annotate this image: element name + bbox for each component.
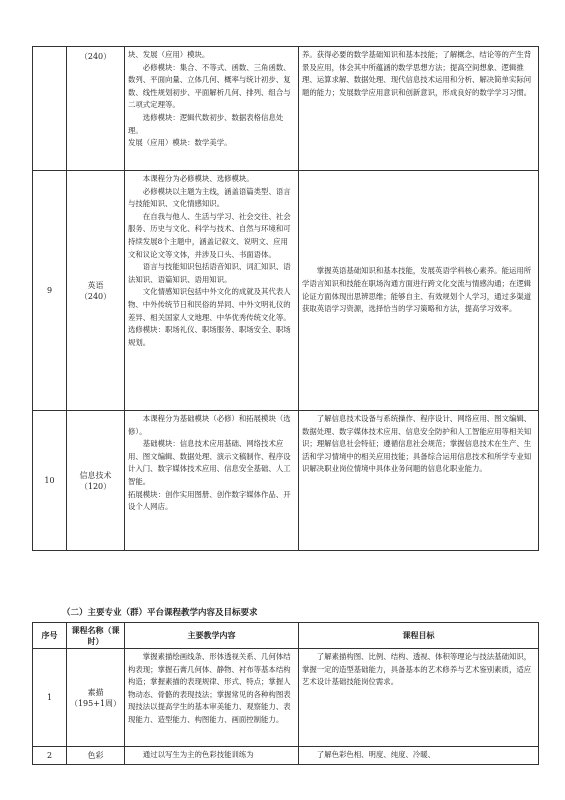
row-num-cell bbox=[33, 649, 67, 747]
course-content-cell bbox=[125, 649, 299, 747]
course-content-cell bbox=[125, 747, 299, 765]
course-goal-cell bbox=[299, 411, 539, 551]
header-num: 序号 bbox=[33, 623, 67, 649]
content-paragraph: 本课程分为基础模块（必修）和拓展模块（选修）。 bbox=[128, 414, 291, 436]
goal-text: 养。获得必要的数学基础知识和基本技能；了解概念、结论等的产生背景及应用，体会其中所蕴涵的数学思想方法；提高空间想象、逻辑推理、运算求解、数据处理、现代信息技术运用和分析、解决简单实际问题的能力；发展数学应用意识和创新意识，形成良好的数学学习习惯。 bbox=[302, 50, 532, 97]
course-name-cell bbox=[67, 411, 125, 551]
row-num-cell bbox=[33, 411, 67, 551]
course-name: 色彩 bbox=[87, 751, 104, 760]
table-row-math bbox=[33, 47, 539, 171]
course-name: 素描 bbox=[87, 687, 104, 697]
course-content-cell bbox=[125, 171, 299, 411]
course-goal-cell bbox=[299, 47, 539, 171]
course-hours-cell bbox=[67, 47, 125, 171]
row-number: 2 bbox=[46, 751, 53, 760]
content-paragraph: 文化情感知识包括中外文化的成就及其代表人物、中外传统节日和民俗的异同、中外文明礼仪的差异、相关国家人文地理、中华优秀传统文化等。 bbox=[128, 287, 291, 322]
content-paragraph: 拓展模块：创作实用图册、创作数字媒体作品、开设个人网店。 bbox=[128, 489, 291, 512]
course-name-cell bbox=[67, 747, 125, 765]
course-goal-cell bbox=[299, 171, 539, 411]
row-num-cell bbox=[33, 171, 67, 411]
platform-courses-table bbox=[32, 622, 539, 765]
row-number: 10 bbox=[44, 476, 55, 485]
course-content-cell bbox=[125, 411, 299, 551]
course-goal-cell bbox=[299, 649, 539, 747]
general-courses-table bbox=[32, 46, 539, 551]
row-num-cell bbox=[33, 47, 67, 171]
course-hours: （195+1周） bbox=[69, 698, 122, 708]
course-hours: （120） bbox=[79, 481, 112, 491]
course-hours: （240） bbox=[79, 52, 112, 61]
table-row bbox=[33, 747, 539, 765]
course-hours: （240） bbox=[79, 291, 112, 301]
content-paragraph: 语言与技能知识包括语音知识、词汇知识、语法知识、语篇知识、语用知识。 bbox=[128, 262, 291, 284]
course-name-cell bbox=[67, 171, 125, 411]
course-content-cell bbox=[125, 47, 299, 171]
section-heading: （二）主要专业（群）平台课程教学内容及目标要求 bbox=[62, 608, 258, 618]
goal-text: 了解信息技术设备与系统操作、程序设计、网络应用、图文编辑、数据处理、数字媒体技术应用、信息安全防护和人工智能应用等相关知识；理解信息社会特征；遵循信息社会规范；掌握信息技术在生产、生活和学习情境中的相关应用技能；具备综合运用信息技术和所学专业知识解决职业岗位情境中具体业务问题的信息化职业能力。 bbox=[302, 414, 532, 474]
course-goal-cell bbox=[299, 747, 539, 765]
content-paragraph: 选修模块：职场礼仪、职场服务、职场安全、职场规划。 bbox=[128, 325, 291, 347]
content-paragraph: 选修模块：逻辑代数初步、数据表格信息处理。 bbox=[128, 112, 284, 135]
table-header-row bbox=[33, 623, 539, 649]
table-row-english bbox=[33, 171, 539, 411]
row-number: 1 bbox=[46, 693, 53, 702]
content-paragraph: 本课程分为必修模块、选修模块。 bbox=[142, 174, 254, 183]
header-course-name: 课程名称（课时） bbox=[67, 623, 125, 649]
table-row-it bbox=[33, 411, 539, 551]
header-content: 主要教学内容 bbox=[125, 623, 299, 649]
content-paragraph: 掌握素描绘画线条、形体透视关系、几何体结构表现；掌握石膏几何体、静物、衬布等基本结构构造；掌握素描的表现规律、形式、特点；掌握人物动态、骨骼的表现技法；掌握常见的各种构图表现技法以提高学生的基本审美能力、观察能力、表现能力、造型能力、构图能力、画面控制能力。 bbox=[128, 652, 291, 724]
goal-text: 了解色彩色相、明度、纯度、冷暖、 bbox=[316, 750, 436, 759]
content-paragraph: 必修模块以主题为主线，涵盖语篇类型、语言与技能知识、文化情感知识。 bbox=[128, 186, 291, 209]
row-num-cell bbox=[33, 747, 67, 765]
content-paragraph: 通过以写生为主的色彩技能训练为 bbox=[142, 750, 254, 759]
content-paragraph: 块、发展（应用）模块。 bbox=[128, 50, 210, 59]
content-paragraph: 必修模块：集合、不等式、函数、三角函数、数列、平面向量、立体几何、概率与统计初步、复数、线性规划初步、平面解析几何、排列、组合与二项式定理等。 bbox=[128, 62, 291, 110]
header-goal: 课程目标 bbox=[299, 623, 539, 649]
content-paragraph: 在自我与他人、生活与学习、社会交往、社会服务、历史与文化、科学与技术、自然与环境和可持续发展8个主题中，涵盖记叙文、说明文、应用文和议论文等文体，并涉及口头、书面语体。 bbox=[128, 211, 291, 259]
course-name-cell bbox=[67, 649, 125, 747]
goal-text: 了解素描构图、比例、结构、透视、体积等理论与技法基础知识，掌握一定的造型基础能力，具备基本的艺术修养与艺术鉴别素质，适应艺术设计基础技能岗位需求。 bbox=[302, 652, 532, 687]
content-paragraph: 发展（应用）模块：数学美学。 bbox=[128, 138, 232, 148]
course-name: 英语 bbox=[87, 280, 104, 290]
content-paragraph: 基础模块：信息技术应用基础、网络技术应用、图文编辑、数据处理、演示文稿制作、程序设计入门、数字媒体技术应用、信息安全基础、人工智能。 bbox=[128, 439, 291, 486]
row-number: 9 bbox=[46, 286, 53, 295]
course-name: 信息技术 bbox=[79, 470, 112, 480]
goal-text: 掌握英语基础知识和基本技能，发展英语学科核心素养。能运用所学语言知识和技能在职场沟通方面进行跨文化交流与情感沟通；在逻辑论证方面体现出思辨思维；能够自主、有效规划个人学习，通过多渠道获取英语学习资源，选择恰当的学习策略和方法，提高学习效率。 bbox=[302, 266, 532, 314]
table-row bbox=[33, 649, 539, 747]
